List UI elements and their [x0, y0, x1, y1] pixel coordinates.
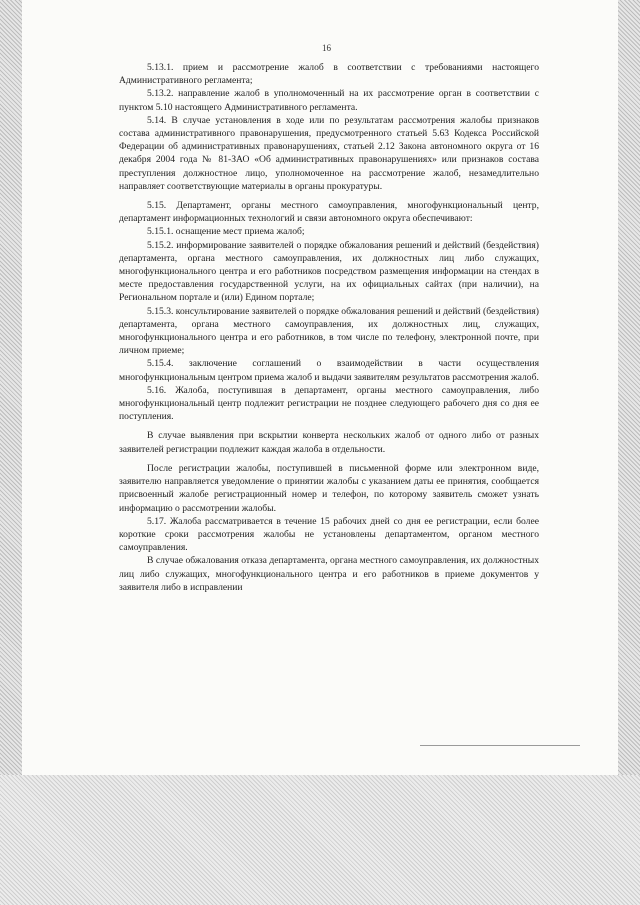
paragraph-5-13-2: 5.13.2. направление жалоб в уполномоченный на их рассмотрение орган в соответствии с пунктом 5.10 настоящего Административного регламента. — [119, 88, 539, 113]
scan-edge-right — [618, 0, 640, 775]
scan-artifact-line — [420, 745, 580, 746]
page-number: 16 — [322, 43, 331, 53]
scan-background-bottom — [0, 775, 640, 905]
paragraph-5-17-refusal: В случае обжалования отказа департамента, органа местного самоуправления, их должностных лиц либо служащих, многофункционального центра и его работников в приеме документов у заявителя либо в исправлении — [119, 555, 539, 593]
paragraph-5-13-1: 5.13.1. прием и рассмотрение жалоб в соответствии с требованиями настоящего Административного регламента; — [119, 62, 539, 87]
paragraph-5-17: 5.17. Жалоба рассматривается в течение 15 рабочих дней со дня ее регистрации, если более короткие сроки рассмотрения жалобы не установлены департаментом, органом местного самоуправления. — [119, 515, 539, 554]
paragraph-5-15-2: 5.15.2. информирование заявителей о порядке обжалования решений и действий (бездействия) департамента, органа местного самоуправления, их должностных лиц либо служащих, многофункционального центра и его работников посредством размещения информации на стендах в месте предоставления государственной услуги, на их официальных сайтах (при наличии), на Региональном портале и (или) Едином портале; — [119, 239, 539, 304]
document-body — [119, 61, 539, 594]
paragraph-5-16: 5.16. Жалоба, поступившая в департамент, органы местного самоуправления, либо многофункциональный центр подлежит регистрации не позднее следующего рабочего дня со дня ее поступления. — [119, 384, 539, 423]
paragraph-5-15-1: 5.15.1. оснащение мест приема жалоб; — [147, 226, 305, 238]
paragraph-5-15: 5.15. Департамент, органы местного самоуправления, многофункциональный центр, департамент информационных технологий и связи автономного округа обеспечивают: — [119, 200, 539, 225]
scan-edge-left — [0, 0, 22, 775]
paragraph-5-14: 5.14. В случае установления в ходе или по результатам рассмотрения жалобы признаков состава административного правонарушения, предусмотренного статьей 5.63 Кодекса Российской Федерации об административных правонарушениях, статьей 2.12 Закона автономного округа от 16 декабря 2004 года № 81-ЗАО «Об административных правонарушениях» или признаков состава преступления должностное лицо, уполномоченное на рассмотрение жалоб, незамедлительно направляет соответствующие материалы в органы прокуратуры. — [119, 114, 539, 192]
paragraph-5-15-3: 5.15.3. консультирование заявителей о порядке обжалования решений и действий (бездействия) департамента, органа местного самоуправления, их должностных лиц, служащих, многофункционального центра и его работников, в том числе по телефону, электронной почте, при личном приеме; — [119, 305, 539, 357]
paragraph-5-16-notification: После регистрации жалобы, поступившей в письменной форме или электронном виде, заявителю направляется уведомление о принятии жалобы с указанием даты ее принятия, сообщается присвоенный жалобе регистрационный номер и телефон, по которому заявитель сможет узнать информацию о рассмотрении жалобы. — [119, 462, 539, 514]
paragraph-5-15-4: 5.15.4. заключение соглашений о взаимодействии в части осуществления многофункциональным центром приема жалоб и выдачи заявителям результатов рассмотрения жалоб. — [119, 358, 539, 383]
paragraph-5-16-envelope: В случае выявления при вскрытии конверта нескольких жалоб от одного либо от разных заявителей регистрации подлежит каждая жалоба в отдельности. — [119, 430, 539, 455]
